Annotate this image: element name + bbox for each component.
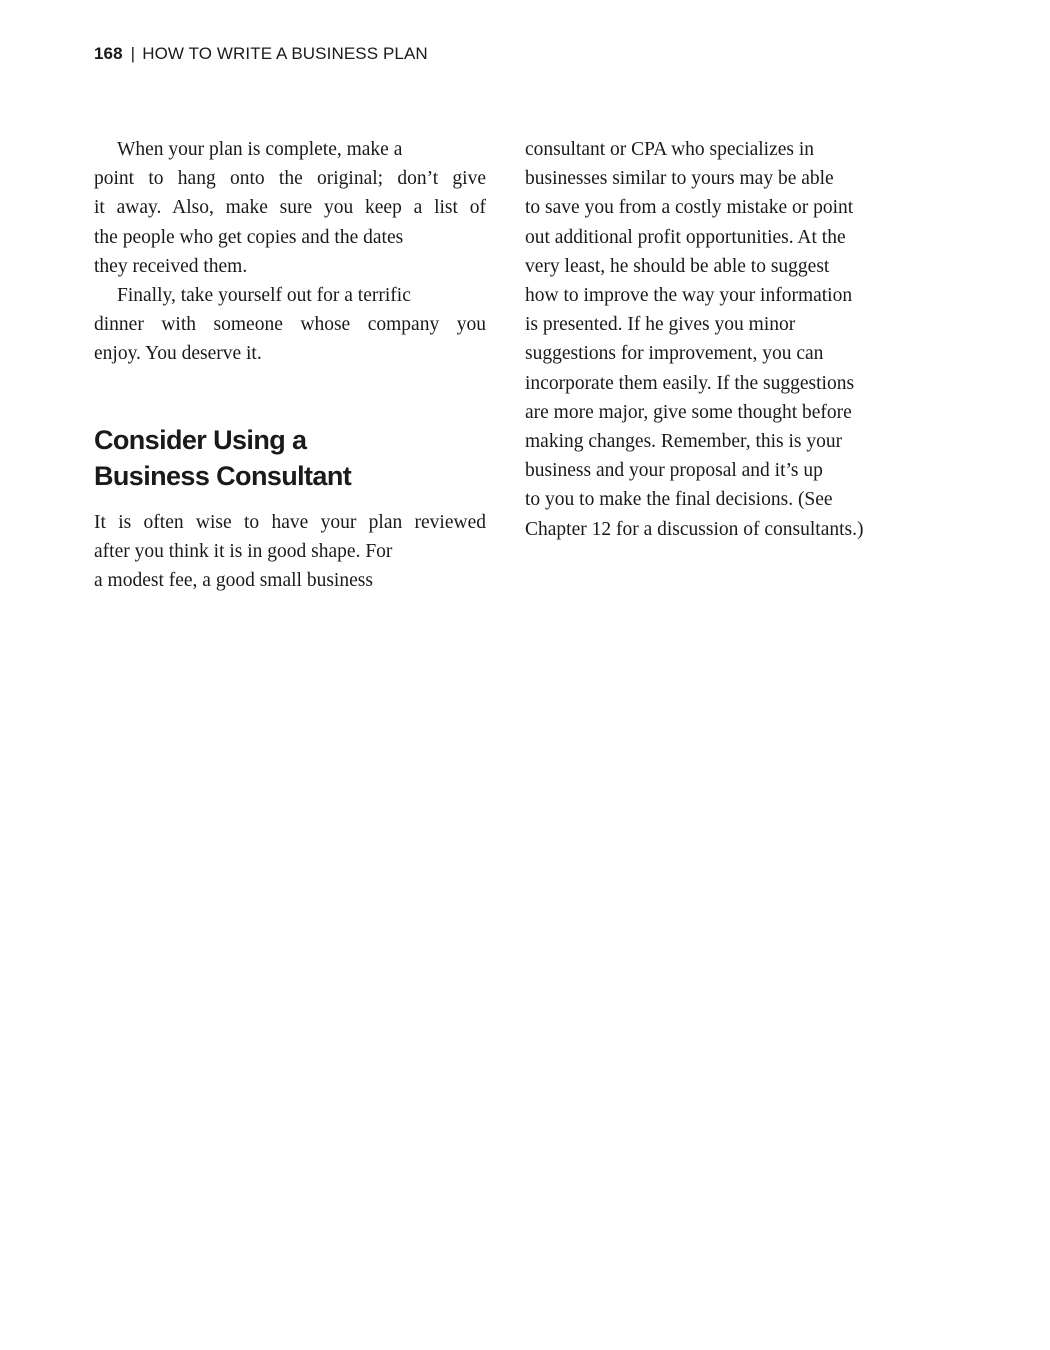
- text-line: dinner with someone whose company you: [94, 314, 486, 336]
- running-head: [94, 44, 428, 64]
- section-heading: [94, 423, 351, 494]
- text-line: the people who get copies and the dates: [94, 226, 404, 248]
- text-line: it away. Also, make sure you keep a list of: [94, 197, 486, 219]
- text-line: Chapter 12 for a discussion of consultants.): [525, 518, 864, 540]
- text-line: making changes. Remember, this is your: [525, 431, 843, 453]
- paragraph-celebrate: [94, 281, 486, 369]
- text-line: after you think it is in good shape. For: [94, 541, 393, 563]
- text-line: a modest fee, a good small business: [94, 570, 373, 592]
- text-line: is presented. If he gives you minor: [525, 314, 796, 336]
- text-line: It is often wise to have your plan reviewed: [94, 512, 486, 533]
- text-line: enjoy. You deserve it.: [94, 343, 262, 365]
- text-line: suggestions for improvement, you can: [525, 343, 824, 365]
- text-line: out additional profit opportunities. At the: [525, 226, 846, 248]
- text-line: to save you from a costly mistake or point: [525, 197, 854, 219]
- paragraph-consultant-intro: [94, 508, 486, 596]
- text-line: business and your proposal and it’s up: [525, 460, 823, 482]
- right-column: [525, 135, 925, 544]
- text-line: very least, he should be able to suggest: [525, 255, 830, 277]
- text-line: point to hang onto the original; don’t give: [94, 168, 486, 190]
- paragraph-consultant-continued: [525, 135, 925, 544]
- text-line: how to improve the way your information: [525, 285, 853, 307]
- left-column: [94, 135, 486, 369]
- text-line: they received them.: [94, 255, 248, 277]
- text-line: Finally, take yourself out for a terrific: [117, 285, 411, 307]
- text-line: consultant or CPA who specializes in: [525, 139, 815, 160]
- text-line: businesses similar to yours may be able: [525, 168, 834, 190]
- page-number: 168: [94, 44, 123, 63]
- paragraph-keep-original: [94, 135, 486, 281]
- text-line: When your plan is complete, make a: [117, 139, 403, 160]
- section-heading-line: Business Consultant: [94, 460, 352, 491]
- text-line: are more major, give some thought before: [525, 401, 852, 423]
- book-title: HOW TO WRITE A BUSINESS PLAN: [142, 44, 428, 63]
- text-line: incorporate them easily. If the suggestions: [525, 372, 855, 394]
- running-head-separator: |: [130, 44, 136, 63]
- section-heading-line: Consider Using a: [94, 425, 307, 455]
- text-line: to you to make the final decisions. (See: [525, 489, 833, 511]
